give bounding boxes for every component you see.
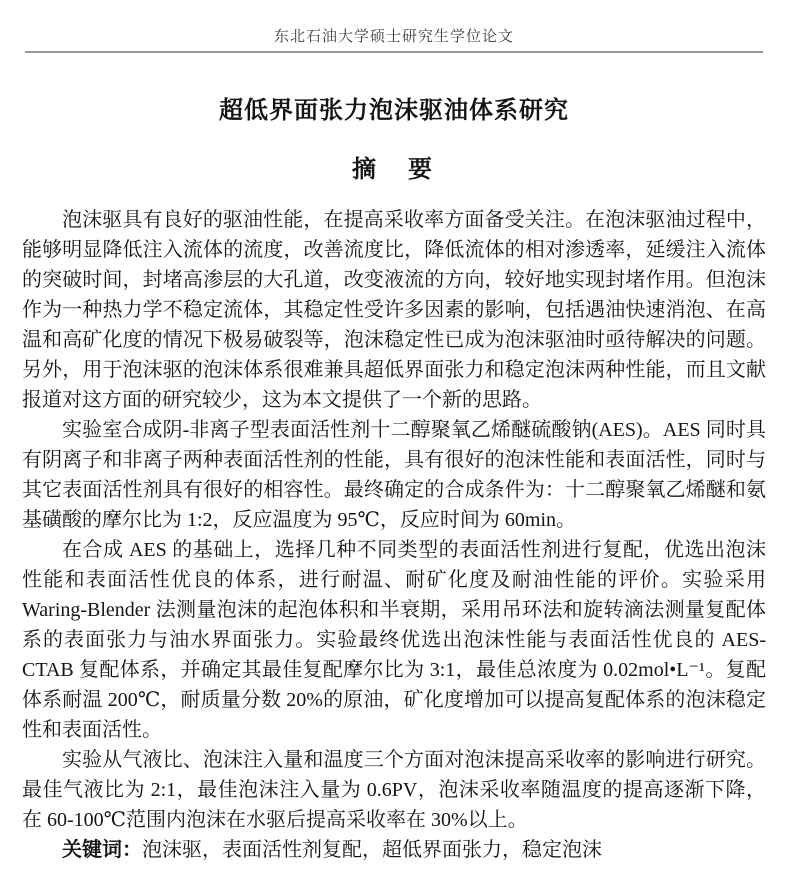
- abstract-body: [22, 205, 766, 865]
- abstract-paragraph-1: 泡沫驱具有良好的驱油性能，在提高采收率方面备受关注。在泡沫驱油过程中，能够明显降低注入流体的流度，改善流度比，降低流体的相对渗透率，延缓注入流体的突破时间，封堵高渗层的大孔道，改变液流的方向，较好地实现封堵作用。但泡沫作为一种热力学不稳定流体，其稳定性受许多因素的影响，包括遇油快速消泡、在高温和高矿化度的情况下极易破裂等，泡沫稳定性已成为泡沫驱油时亟待解决的问题。另外，用于泡沫驱的泡沫体系很难兼具超低界面张力和稳定泡沫两种性能，而且文献报道对这方面的研究较少，这为本文提供了一个新的思路。: [22, 209, 766, 411]
- abstract-paragraph-4: 实验从气液比、泡沫注入量和温度三个方面对泡沫提高采收率的影响进行研究。最佳气液比为 2:1，最佳泡沫注入量为 0.6PV，泡沫采收率随温度的提高逐渐下降，在 60-100℃范围内泡沫在水驱后提高采收率在 30%以上。: [22, 749, 766, 831]
- thesis-title: 超低界面张力泡沫驱油体系研究: [219, 97, 569, 124]
- header-divider: [25, 51, 763, 53]
- abstract-heading: 摘 要: [352, 156, 436, 183]
- keywords-label: 关键词：: [62, 839, 142, 861]
- keywords-text: 泡沫驱，表面活性剂复配，超低界面张力，稳定泡沫: [142, 839, 602, 861]
- running-head: 东北石油大学硕士研究生学位论文: [273, 29, 514, 45]
- abstract-paragraph-2: 实验室合成阴-非离子型表面活性剂十二醇聚氧乙烯醚硫酸钠(AES)。AES 同时具有阴离子和非离子两种表面活性剂的性能，具有很好的泡沫性能和表面活性，同时与其它表面活性剂具有很好的相容性。最终确定的合成条件为：十二醇聚氧乙烯醚和氨基磺酸的摩尔比为 1:2，反应温度为 95℃，反应时间为 60min。: [22, 419, 766, 531]
- keywords-line: [22, 835, 766, 865]
- abstract-paragraph-3: 在合成 AES 的基础上，选择几种不同类型的表面活性剂进行复配，优选出泡沫性能和表面活性优良的体系，进行耐温、耐矿化度及耐油性能的评价。实验采用 Waring-Blender 法测量泡沫的起泡体积和半衰期，采用吊环法和旋转滴法测量复配体系的表面张力与油水界面张力。实验最终优选出泡沫性能与表面活性优良的 AES-CTAB 复配体系，并确定其最佳复配摩尔比为 3:1，最佳总浓度为 0.02mol•L⁻¹。复配体系耐温 200℃，耐质量分数 20%的原油，矿化度增加可以提高复配体系的泡沫稳定性和表面活性。: [22, 539, 766, 741]
